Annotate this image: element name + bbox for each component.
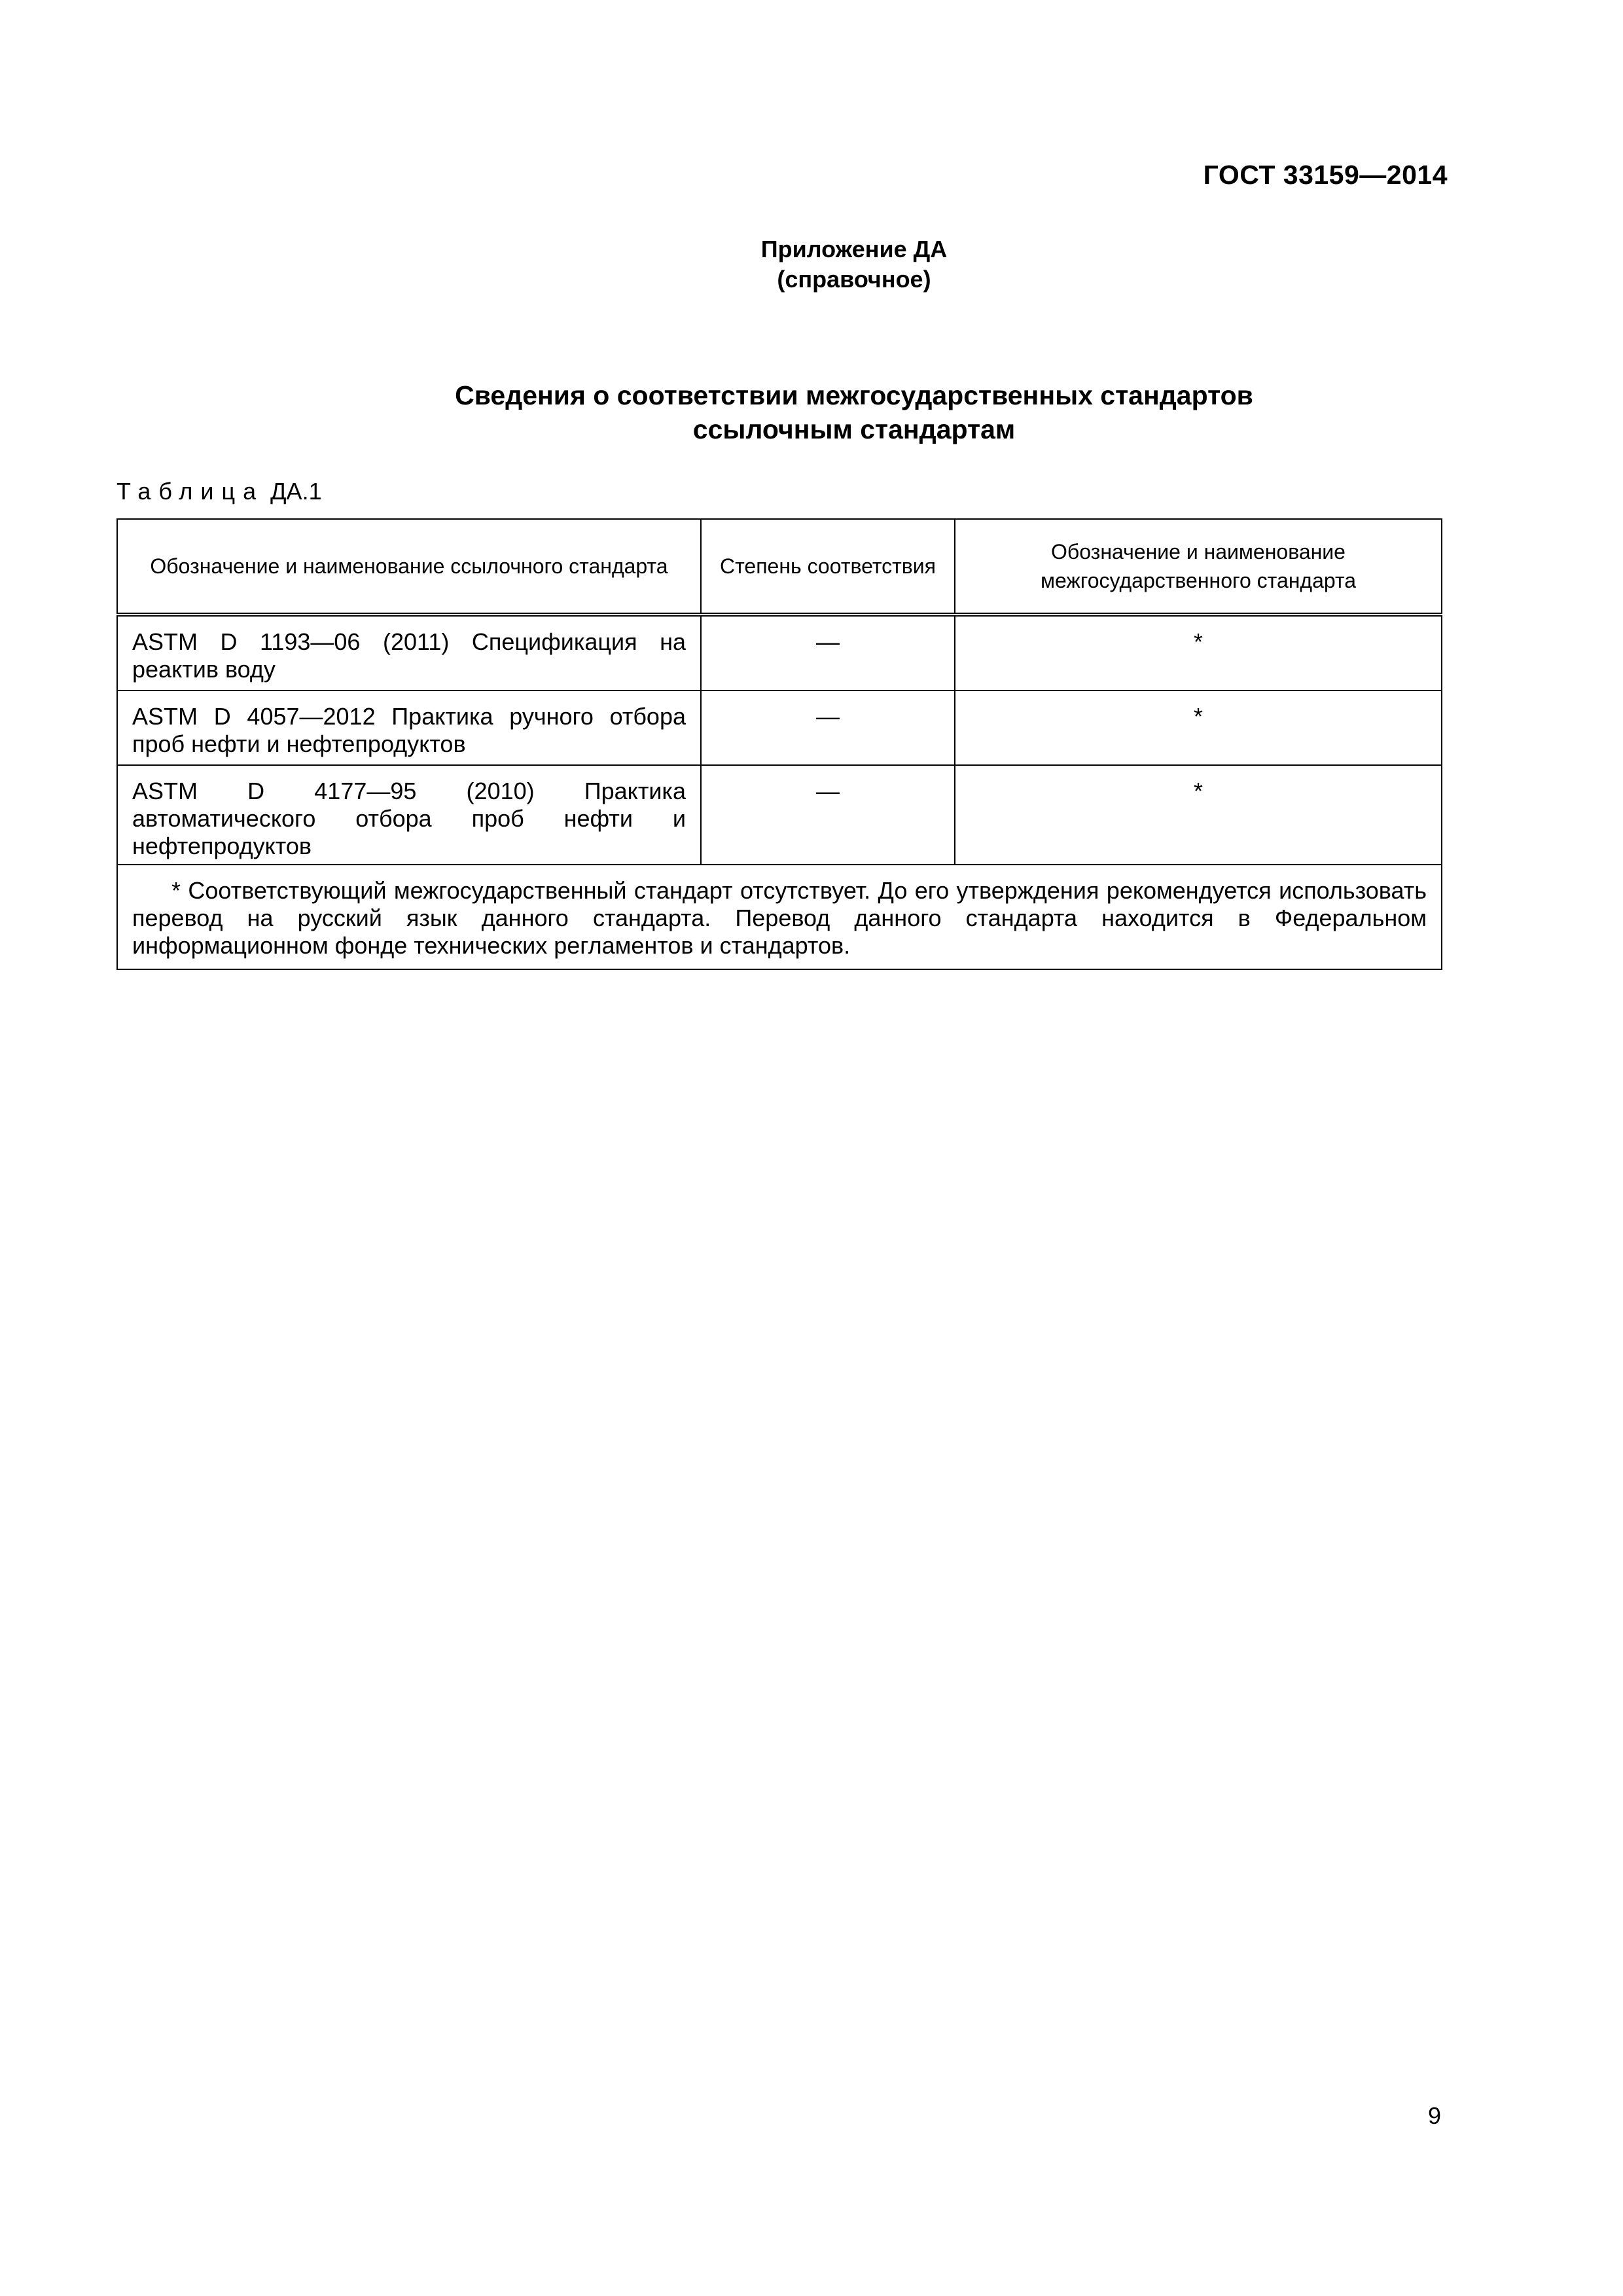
interstate-standard-cell: * xyxy=(955,691,1442,765)
table-footnote-row xyxy=(117,865,1442,969)
table-footnote xyxy=(117,865,1442,969)
column-header-reference: Обозначение и наименование ссылочного стандарта xyxy=(117,519,701,615)
section-title-line-2: ссылочным стандартам xyxy=(692,414,1016,444)
table-header-row xyxy=(117,519,1442,615)
table-caption-word: Таблица xyxy=(116,478,264,505)
reference-standard-cell: ASTM D 1193—06 (2011) Спецификация на реактив воду xyxy=(117,615,701,691)
table-row xyxy=(117,691,1442,765)
table-row xyxy=(117,615,1442,691)
compliance-degree-cell: — xyxy=(701,615,955,691)
section-title xyxy=(0,378,1623,446)
section-title-line-1: Сведения о соответствии межгосударственных стандартов xyxy=(455,380,1253,410)
table-row xyxy=(117,765,1442,865)
compliance-table xyxy=(116,518,1442,970)
appendix-heading xyxy=(0,234,1623,295)
footnote-text: * Соответствующий межгосударственный стандарт отсутствует. До его утверждения рекомендуется использовать перевод на русский язык данного стандарта. Перевод данного стандарта находится в Федеральном информационном фонде технических регламентов и стандартов. xyxy=(132,877,1427,959)
appendix-type: (справочное) xyxy=(777,266,931,293)
appendix-title: Приложение ДА xyxy=(760,236,948,262)
compliance-degree-cell: — xyxy=(701,765,955,865)
column-header-interstate: Обозначение и наименование межгосударственного стандарта xyxy=(955,519,1442,615)
table-caption-number: ДА.1 xyxy=(270,478,322,505)
page-number: 9 xyxy=(1427,2102,1441,2129)
compliance-degree-cell: — xyxy=(701,691,955,765)
interstate-standard-cell: * xyxy=(955,765,1442,865)
reference-standard-cell: ASTM D 4177—95 (2010) Практика автоматического отбора проб нефти и нефтепродуктов xyxy=(117,765,701,865)
interstate-standard-cell: * xyxy=(955,615,1442,691)
reference-standard-cell: ASTM D 4057—2012 Практика ручного отбора проб нефти и нефтепродуктов xyxy=(117,691,701,765)
column-header-degree: Степень соответствия xyxy=(701,519,955,615)
table-caption xyxy=(116,478,322,505)
document-id: ГОСТ 33159—2014 xyxy=(1203,160,1448,190)
